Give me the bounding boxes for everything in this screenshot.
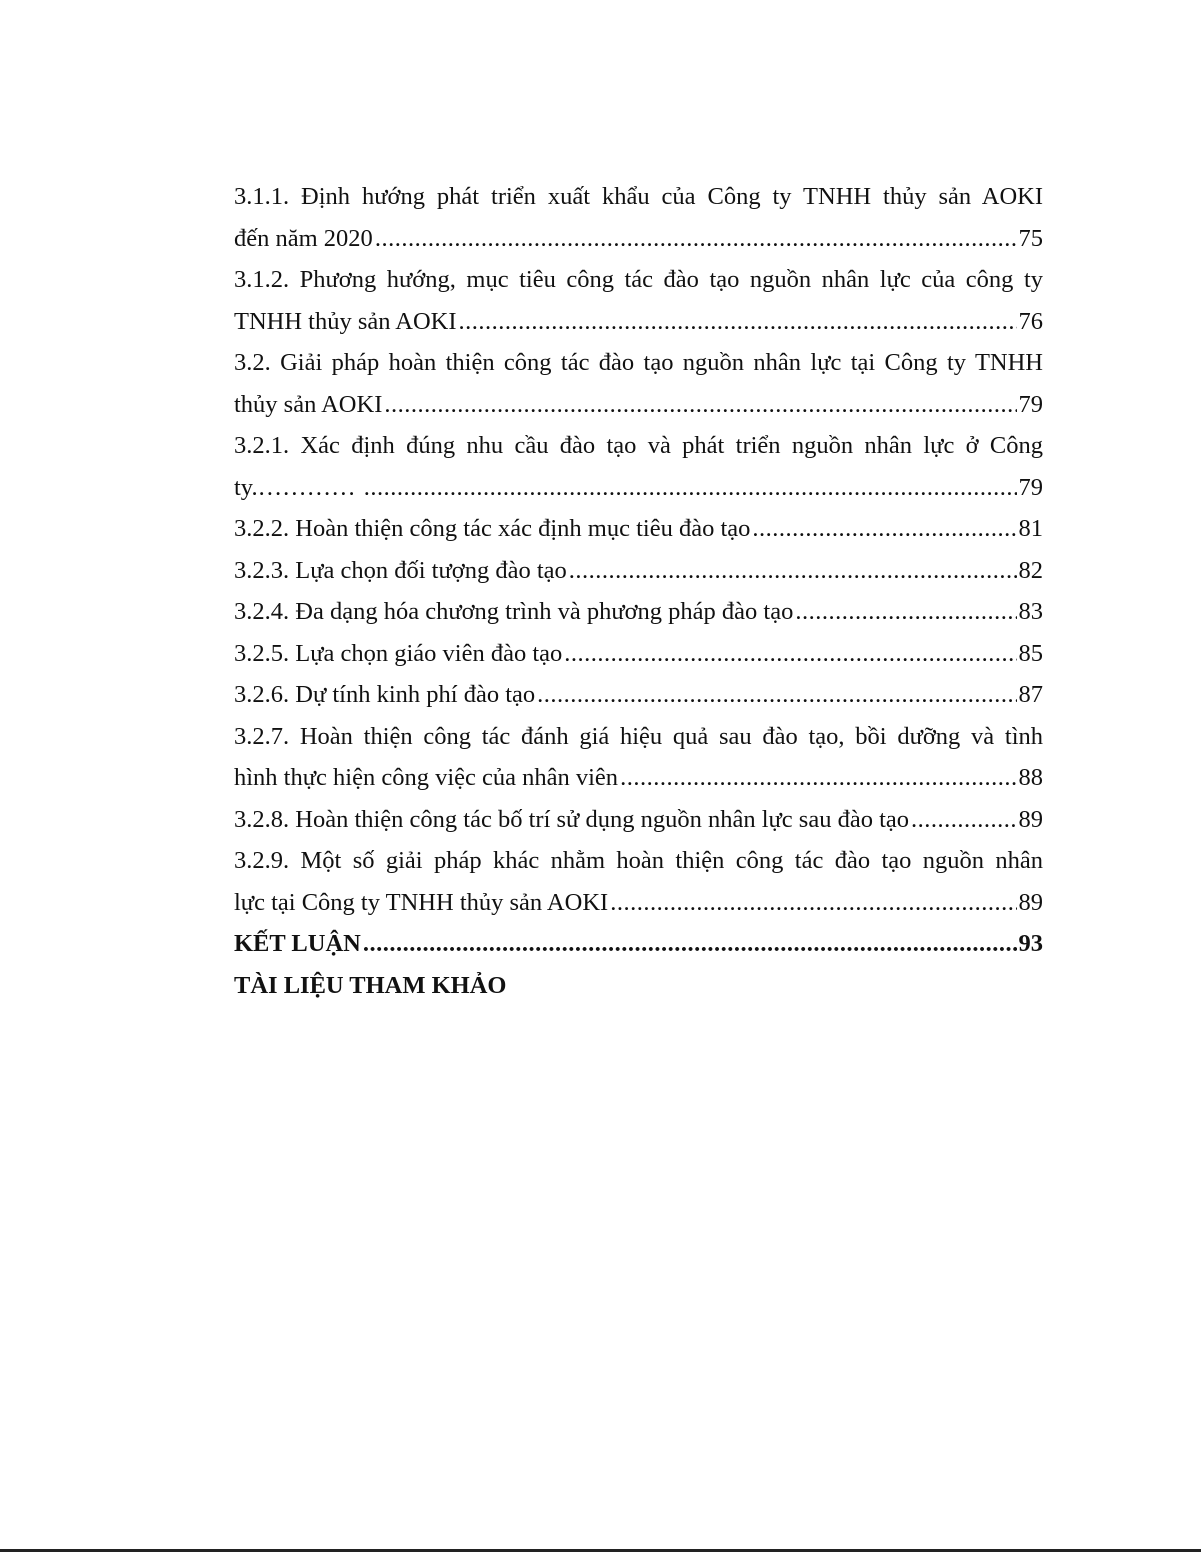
toc-page-number: 85: [1018, 639, 1043, 667]
toc-page-number: 83: [1018, 598, 1043, 625]
toc-entry-3-2-8[interactable]: [234, 799, 1043, 841]
toc-entry-3-2-7-line-1[interactable]: 3.2.7. Hoàn thiện công tác đánh giá hiệu quả sau đào tạo, bồi dưỡng và tình: [234, 722, 1043, 750]
page-bottom-edge: [0, 1549, 1201, 1552]
toc-entry-text: thủy sản AOKI: [234, 390, 383, 418]
toc-entry-3-1-2-line-2[interactable]: [234, 301, 1043, 343]
toc-page-number: 79: [1018, 473, 1043, 501]
toc-entry-text: đến năm 2020: [234, 224, 373, 252]
toc-page-number: 82: [1018, 556, 1043, 584]
toc-page-number: 87: [1018, 681, 1043, 708]
toc-entry-3-2-9-line-1[interactable]: 3.2.9. Một số giải pháp khác nhằm hoàn thiện công tác đào tạo nguồn nhân: [234, 847, 1043, 874]
toc-entry-text: 3.2.8. Hoàn thiện công tác bố trí sử dụng nguồn nhân lực sau đào tạo: [234, 805, 909, 833]
dot-leader: [375, 218, 1017, 260]
table-of-contents: [234, 176, 1043, 1006]
toc-page-number: 88: [1018, 764, 1043, 791]
toc-entry-3-2-9-line-2[interactable]: [234, 882, 1043, 924]
toc-page-number: 81: [1018, 515, 1043, 542]
toc-page-number: 89: [1018, 805, 1043, 833]
toc-page-number: 79: [1018, 390, 1043, 418]
toc-page-number: 93: [1018, 930, 1043, 957]
dot-leader: [459, 301, 1017, 343]
toc-entry-3-2-3[interactable]: [234, 550, 1043, 592]
dot-leader: [752, 508, 1016, 550]
toc-entry-3-2-1-line-2[interactable]: [234, 467, 1043, 509]
dot-leader: [363, 923, 1017, 965]
dot-leader: [911, 799, 1017, 841]
toc-entry-3-1-1-line-1[interactable]: 3.1.1. Định hướng phát triển xuất khẩu của Công ty TNHH thủy sản AOKI: [234, 183, 1043, 210]
dot-leader: [569, 550, 1017, 592]
toc-entry-3-1-1-line-2[interactable]: [234, 218, 1043, 260]
toc-page-number: 89: [1018, 888, 1043, 916]
toc-entry-text: TNHH thủy sản AOKI: [234, 307, 457, 335]
toc-entry-text: lực tại Công ty TNHH thủy sản AOKI: [234, 888, 609, 916]
dot-leader: [384, 384, 1016, 426]
dot-leader: [610, 882, 1016, 924]
dot-leader: [364, 467, 1017, 509]
toc-entry-references[interactable]: TÀI LIỆU THAM KHẢO: [234, 971, 507, 999]
toc-entry-text: hình thực hiện công việc của nhân viên: [234, 764, 619, 791]
toc-entry-3-1-2-line-1[interactable]: 3.1.2. Phương hướng, mục tiêu công tác đào tạo nguồn nhân lực của công ty: [234, 266, 1043, 293]
dot-leader: [564, 633, 1016, 675]
dot-leader: [537, 674, 1016, 716]
toc-entry-text: ty.…………: [234, 473, 362, 501]
toc-entry-text: KẾT LUẬN: [234, 930, 361, 957]
dot-leader: [620, 757, 1016, 799]
toc-page-number: 75: [1018, 224, 1043, 252]
toc-entry-conclusion[interactable]: [234, 923, 1043, 965]
toc-entry-text: 3.2.4. Đa dạng hóa chương trình và phương pháp đào tạo: [234, 598, 794, 625]
dot-leader: [795, 591, 1016, 633]
toc-entry-text: 3.2.3. Lựa chọn đối tượng đào tạo: [234, 556, 567, 584]
toc-entry-3-2-line-1[interactable]: 3.2. Giải pháp hoàn thiện công tác đào tạo nguồn nhân lực tại Công ty TNHH: [234, 349, 1043, 376]
toc-entry-text: 3.2.6. Dự tính kinh phí đào tạo: [234, 681, 536, 708]
toc-entry-text: 3.2.2. Hoàn thiện công tác xác định mục tiêu đào tạo: [234, 515, 751, 542]
toc-entry-text: 3.2.5. Lựa chọn giáo viên đào tạo: [234, 639, 563, 667]
toc-entry-3-2-6[interactable]: [234, 674, 1043, 716]
toc-entry-3-2-1-line-1[interactable]: 3.2.1. Xác định đúng nhu cầu đào tạo và phát triển nguồn nhân lực ở Công: [234, 432, 1043, 459]
toc-entry-3-2-5[interactable]: [234, 633, 1043, 675]
toc-entry-3-2-line-2[interactable]: [234, 384, 1043, 426]
toc-entry-3-2-7-line-2[interactable]: [234, 757, 1043, 799]
toc-page-number: 76: [1018, 307, 1043, 335]
toc-entry-3-2-4[interactable]: [234, 591, 1043, 633]
toc-entry-3-2-2[interactable]: [234, 508, 1043, 550]
